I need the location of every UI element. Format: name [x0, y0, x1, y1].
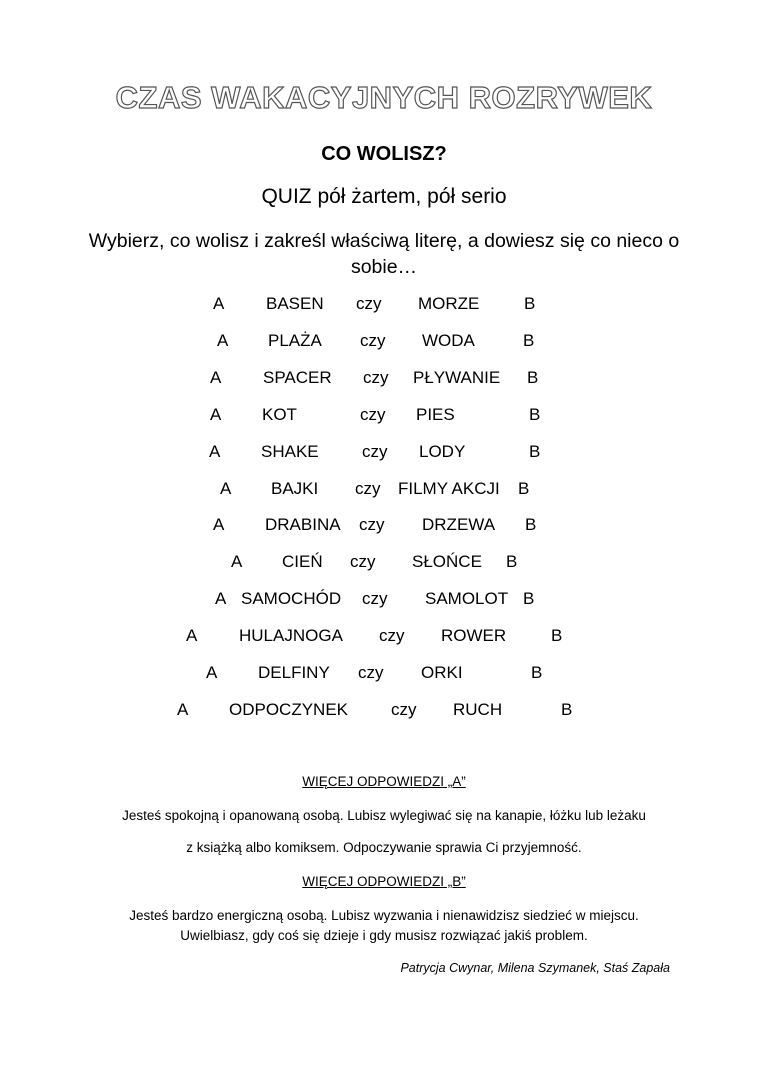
option-b[interactable]: B [518, 479, 530, 498]
option-right: ORKI [421, 663, 463, 682]
option-b[interactable]: B [529, 442, 541, 461]
option-b[interactable]: B [531, 663, 543, 682]
result-b-heading: WIĘCEJ ODPOWIEDZI „B” [302, 874, 466, 889]
option-b[interactable]: B [523, 331, 535, 350]
page-title: CZAS WAKACYJNYCH ROZRYWEK [115, 80, 653, 115]
option-a[interactable]: A [213, 294, 225, 313]
instructions-line-2: sobie… [350, 256, 418, 278]
option-left: DELFINY [258, 663, 330, 682]
option-right: WODA [422, 331, 475, 350]
option-a[interactable]: A [217, 331, 229, 350]
authors: Patrycja Cwynar, Milena Szymanek, Staś Zapała [400, 961, 670, 975]
option-left: SHAKE [261, 442, 319, 461]
option-left: KOT [262, 405, 297, 424]
connector: czy [379, 626, 405, 645]
option-a[interactable]: A [177, 700, 189, 719]
option-left: ODPOCZYNEK [229, 700, 349, 719]
connector: czy [362, 589, 388, 608]
option-b[interactable]: B [525, 515, 537, 534]
option-right: PŁYWANIE [413, 368, 501, 387]
connector: czy [350, 552, 376, 571]
result-b-text [0, 906, 768, 946]
option-right: FILMY AKCJI [398, 479, 500, 498]
option-right: SAMOLOT [425, 589, 509, 608]
connector: czy [356, 294, 382, 313]
result-a-heading: WIĘCEJ ODPOWIEDZI „A” [302, 774, 466, 789]
option-a[interactable]: A [210, 405, 222, 424]
result-b-text-line-2: Uwielbiasz, gdy coś się dzieje i gdy musisz rozwiązać jakiś problem. [180, 928, 588, 943]
connector: czy [360, 405, 386, 424]
connector: czy [391, 700, 417, 719]
option-a[interactable]: A [213, 515, 225, 534]
option-left: DRABINA [265, 515, 341, 534]
quiz-heading: QUIZ pół żartem, pół serio [261, 185, 507, 208]
option-right: SŁOŃCE [412, 552, 482, 571]
option-right: MORZE [418, 294, 480, 313]
instructions-line-1: Wybierz, co wolisz i zakreśl właściwą literę, a dowiesz się co nieco o [88, 230, 680, 252]
option-b[interactable]: B [561, 700, 573, 719]
result-a-text-line-2: z książką albo komiksem. Odpoczywanie sprawia Ci przyjemność. [186, 840, 582, 855]
option-left: SAMOCHÓD [241, 589, 342, 608]
result-a-text-line-1: Jesteś spokojną i opanowaną osobą. Lubisz wylegiwać się na kanapie, łóżku lub leżaku [122, 808, 646, 823]
option-left: BAJKI [271, 479, 319, 498]
option-left: PLAŻA [268, 331, 322, 350]
option-right: ROWER [441, 626, 507, 645]
option-a[interactable]: A [215, 589, 227, 608]
option-b[interactable]: B [506, 552, 518, 571]
option-b[interactable]: B [523, 589, 535, 608]
connector: czy [355, 479, 381, 498]
option-a[interactable]: A [209, 442, 221, 461]
option-right: PIES [416, 405, 455, 424]
option-right: RUCH [453, 700, 503, 719]
connector: czy [362, 442, 388, 461]
option-a[interactable]: A [231, 552, 243, 571]
connector: czy [363, 368, 389, 387]
option-left: CIEŃ [282, 552, 323, 571]
option-right: DRZEWA [422, 515, 496, 534]
option-a[interactable]: A [220, 479, 232, 498]
option-a[interactable]: A [210, 368, 222, 387]
option-b[interactable]: B [551, 626, 563, 645]
instructions [0, 228, 768, 280]
option-a[interactable]: A [186, 626, 198, 645]
option-b[interactable]: B [524, 294, 536, 313]
result-b-text-line-1: Jesteś bardzo energiczną osobą. Lubisz wyzwania i nienawidzisz siedzieć w miejscu. [129, 908, 639, 923]
connector: czy [360, 331, 386, 350]
option-b[interactable]: B [527, 368, 539, 387]
option-a[interactable]: A [206, 663, 218, 682]
option-b[interactable]: B [529, 405, 541, 424]
connector: czy [359, 515, 385, 534]
option-left: HULAJNOGA [239, 626, 343, 645]
subtitle: CO WOLISZ? [321, 143, 447, 165]
option-right: LODY [419, 442, 466, 461]
option-left: BASEN [266, 294, 324, 313]
option-left: SPACER [263, 368, 332, 387]
connector: czy [358, 663, 384, 682]
